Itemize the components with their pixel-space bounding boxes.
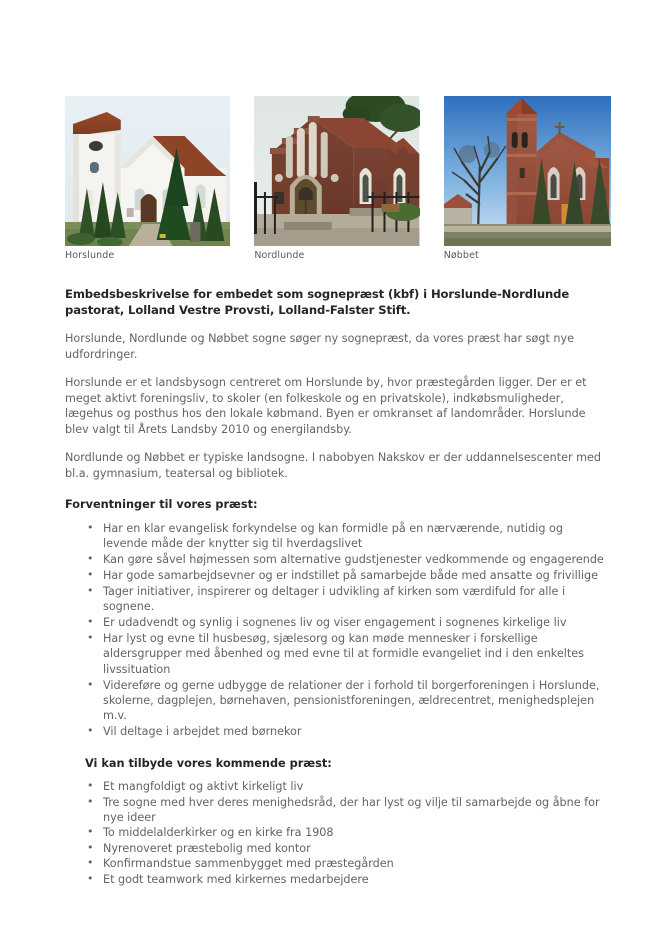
church-photo-row [65,96,611,261]
list-item: • Et godt teamwork med kirkernes medarbejdere [65,872,611,887]
list-item: • Nyrenoveret præstebolig med kontor [65,841,611,856]
photo-caption-nordlunde: Nordlunde [254,250,305,261]
list-item: • Videreføre og gerne udbygge de relationer der i forhold til borgerforeningen i Horslunde, skolerne, dagplejen, børnehaven, pensionistforeningen, ældrecentret, menighedsplejen m.v. [65,678,611,724]
horslunde-paragraph: Horslunde er et landsbysogn centreret om Horslunde by, hvor præstegården ligger. Der er et meget aktivt foreningsliv, to skoler (en folkeskole og en privatskole), indkøbsmuligheder, lægehus og posthus hos den lokale købmand. Byen er omkranset af landområder. Horslunde blev valgt til Årets Landsby 2010 og energilandsby. [65,376,587,436]
page-title: Embedsbeskrivelse for embedet som sognepræst (kbf) i Horslunde-Nordlunde pastorat, Lolland Vestre Provsti, Lolland-Falster Stift. [65,287,570,317]
list-item: • To middelalderkirker og en kirke fra 1908 [65,825,611,840]
list-item: • Har en klar evangelisk forkyndelse og kan formidle på en nærværende, nutidig og levende måde der knytter sig til hverdagslivet [65,521,611,552]
intro-paragraph: Horslunde, Nordlunde og Nøbbet sogne søger ny sognepræst, da vores præst har søgt nye udfordringer. [65,332,574,361]
nobbet-church-photo [444,96,611,246]
photo-block-horslunde [65,96,230,261]
list-item: • Tre sogne med hver deres menighedsråd, der har lyst og vilje til samarbejde og åbne for nye ideer [65,795,611,826]
photo-caption-horslunde: Horslunde [65,250,115,261]
photo-block-nordlunde [254,96,419,261]
nordlunde-church-photo [254,96,419,246]
offer-heading: Vi kan tilbyde vores kommende præst: [85,756,332,770]
nordlunde-nobbet-paragraph: Nordlunde og Nøbbet er typiske landsogne. I nabobyen Nakskov er der uddannelsescenter med bl.a. gymnasium, teatersal og bibliotek. [65,451,602,480]
list-item: • Er udadvendt og synlig i sognenes liv og viser engagement i sognenes kirkelige liv [65,615,611,630]
expectations-list [65,521,611,740]
list-item: • Tager initiativer, inspirerer og deltager i udvikling af kirken som værdifuld for alle i sognene. [65,584,611,615]
list-item: • Har gode samarbejdsevner og er indstillet på samarbejde både med ansatte og frivillige [65,568,611,583]
expectations-heading: Forventninger til vores præst: [65,498,258,511]
list-item: • Har lyst og evne til husbesøg, sjælesorg og kan møde mennesker i forskellige aldersgrupper med åbenhed og med evne til at formidle evangeliet ind i den enkeltes livssituation [65,631,611,677]
list-item: • Vil deltage i arbejdet med børnekor [65,724,611,739]
offer-list [65,779,611,887]
list-item: • Konfirmandstue sammenbygget med præstegården [65,856,611,871]
list-item: • Kan gøre såvel højmessen som alternative gudstjenester vedkommende og engagerende [65,552,611,567]
document-content [65,96,611,887]
list-item: • Et mangfoldigt og aktivt kirkeligt liv [65,779,611,794]
horslunde-church-photo [65,96,230,246]
photo-caption-nobbet: Nøbbet [443,250,479,261]
photo-block-nobbet [444,96,611,261]
